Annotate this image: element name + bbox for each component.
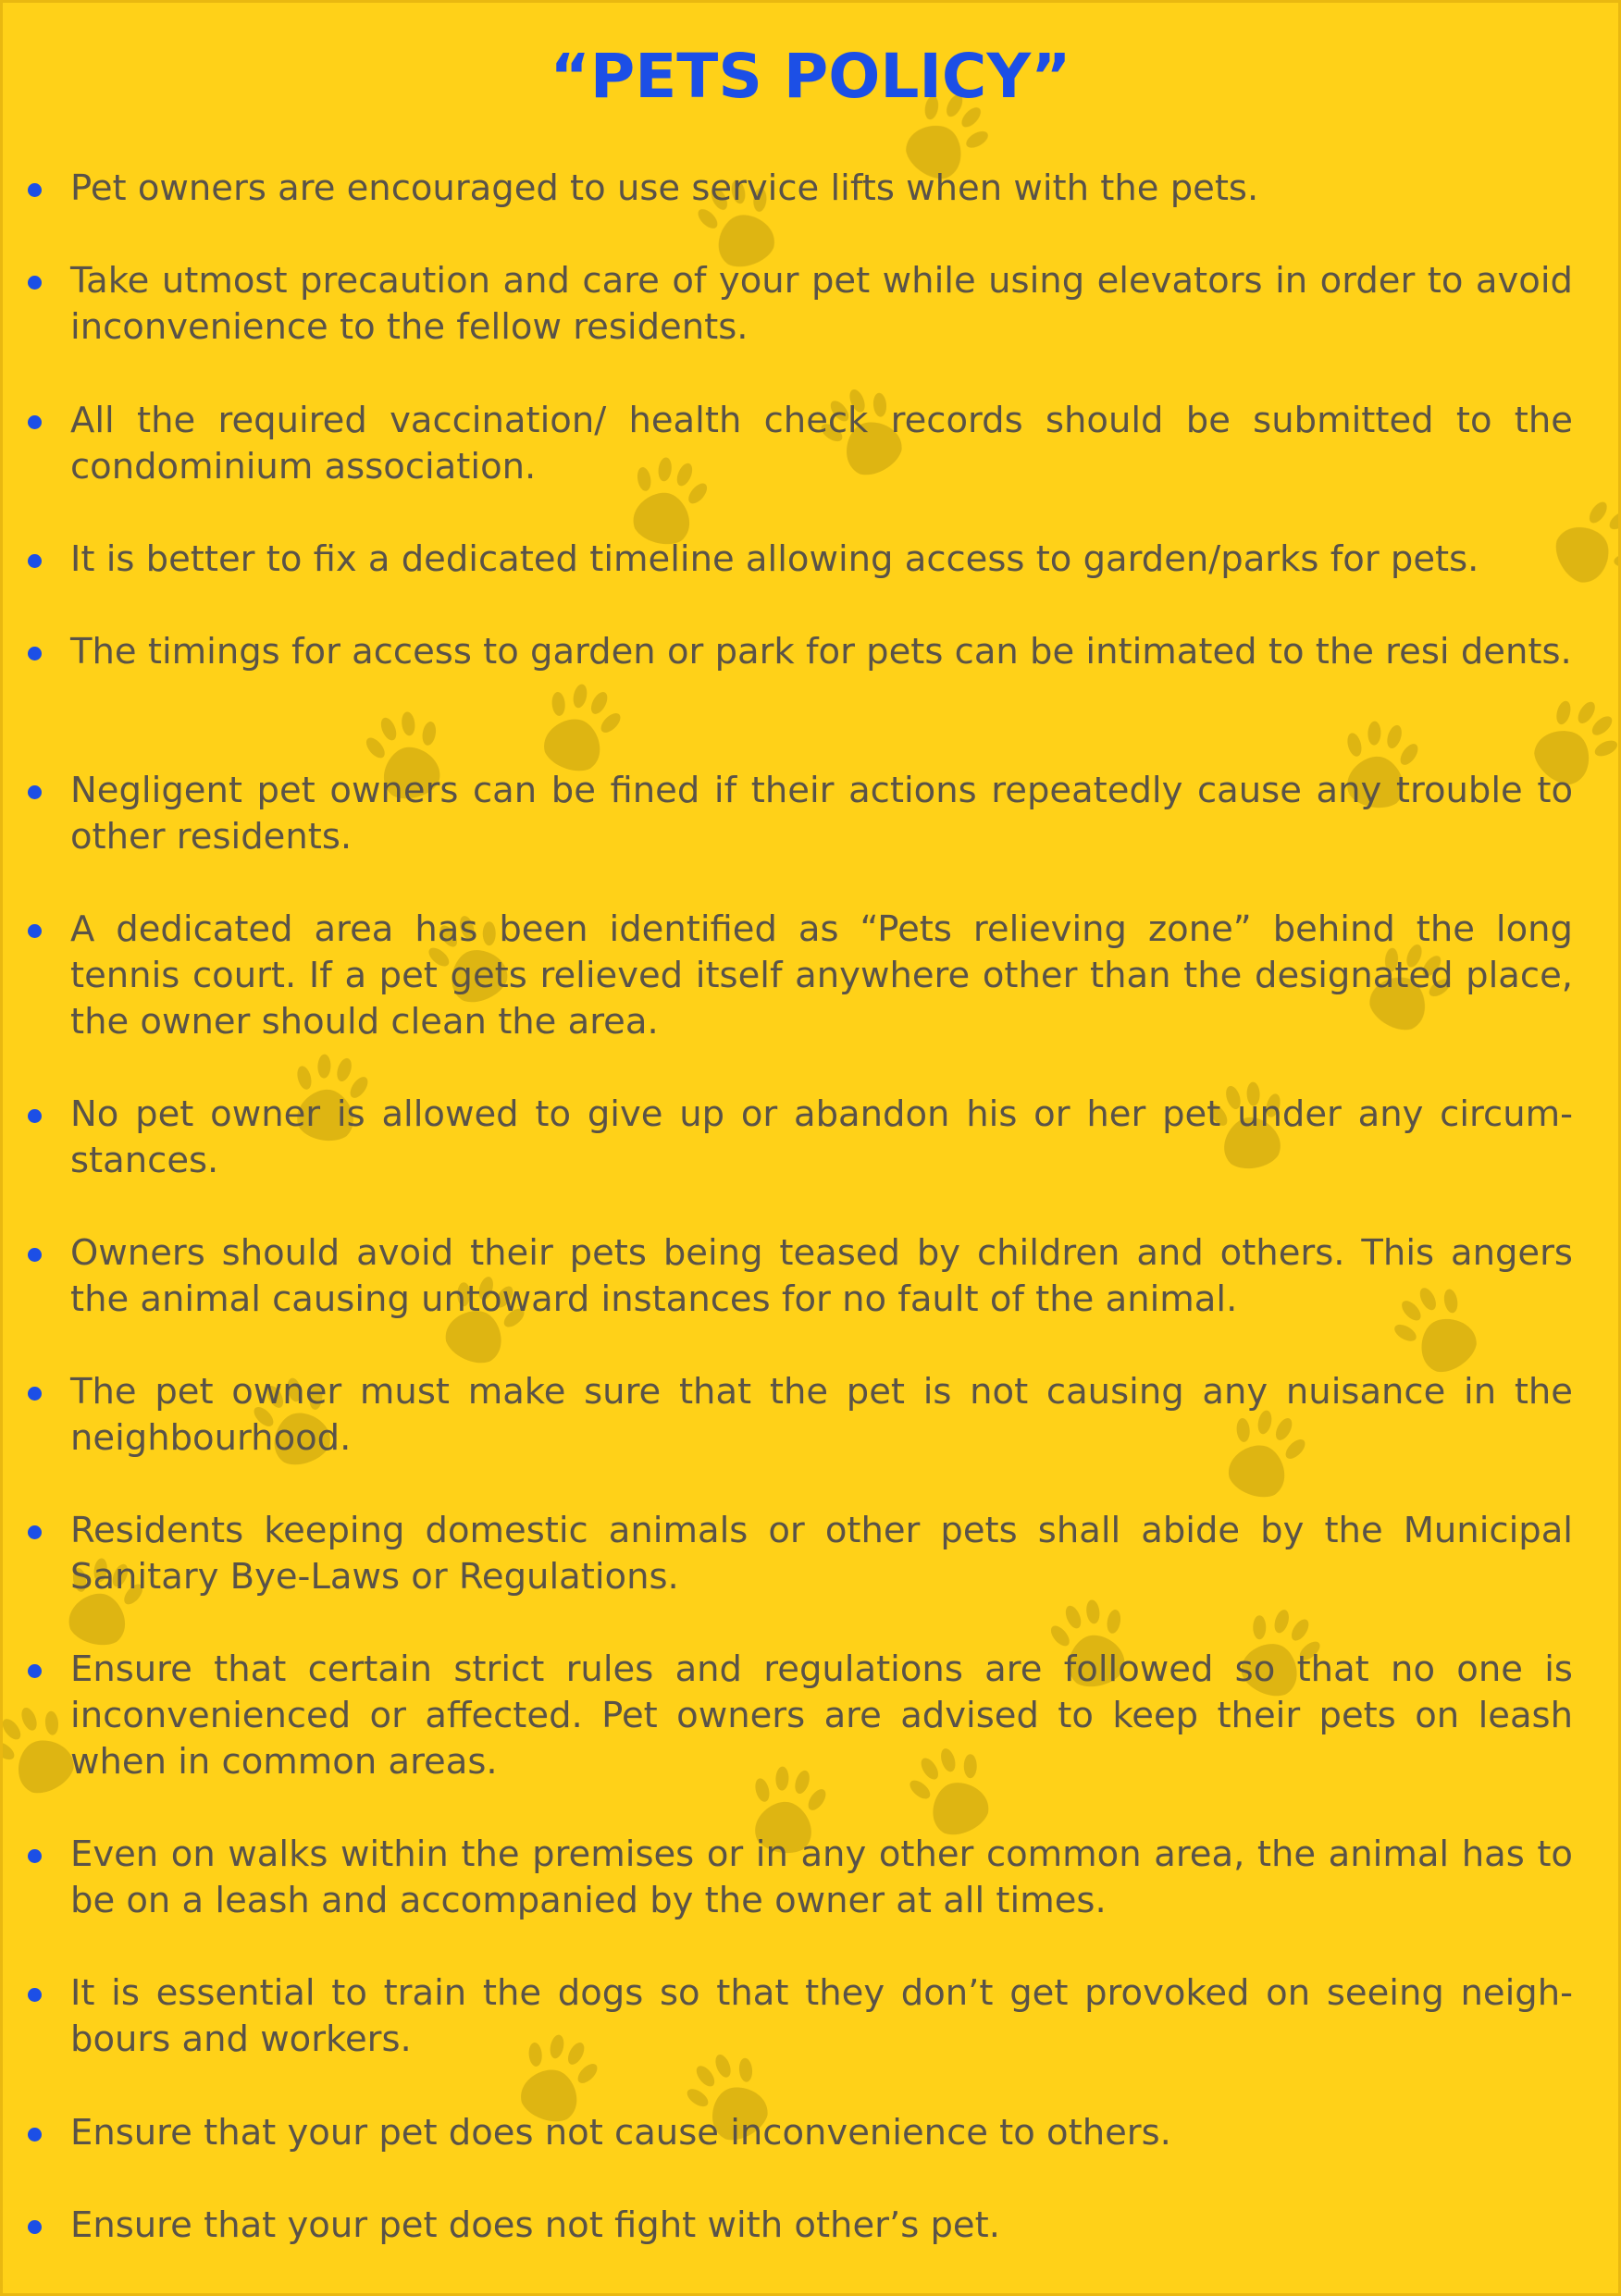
policy-text: Ensure that your pet does not fight with other’s pet. (70, 2204, 1000, 2246)
policy-text: Owners should avoid their pets being teased by children and others. This angers the animal causing untoward instances for no fault of the animal. (70, 1232, 1573, 1320)
policy-item (70, 1230, 1573, 1323)
bullet-icon (28, 1109, 42, 1123)
policy-text: Even on walks within the premises or in any other common area, the animal has to be on a leash and accompanied by the owner at all times. (70, 1833, 1573, 1921)
policy-text: It is better to fix a dedicated timeline allowing access to garden/parks for pets. (70, 538, 1479, 580)
policy-text: The pet owner must make sure that the pet is not causing any nuisance in the neighbourhood. (70, 1371, 1573, 1459)
page-title: “PETS POLICY” (550, 41, 1071, 112)
policy-item (70, 1092, 1573, 1184)
policy-item (70, 1832, 1573, 1924)
bullet-icon (28, 1525, 42, 1539)
bullet-icon (28, 415, 42, 429)
policy-text: The timings for access to garden or park for pets can be intimated to the resi dents. (70, 631, 1572, 673)
policy-text: Take utmost precaution and care of your pet while using elevators in order to avoid inconvenience to the fellow residents. (70, 260, 1573, 348)
policy-text: Pet owners are encouraged to use service lifts when with the pets. (70, 167, 1259, 209)
bullet-icon (28, 2220, 42, 2234)
policy-text: It is essential to train the dogs so that they don’t get provoked on seeing neigh- bours and workers. (70, 1972, 1573, 2060)
bullet-icon (28, 554, 42, 568)
bullet-icon (28, 647, 42, 660)
policy-text: Residents keeping domestic animals or other pets shall abide by the Municipal Sanitary Bye-Laws or Regulations. (70, 1510, 1573, 1598)
policy-item (70, 907, 1573, 1045)
policy-item (70, 1970, 1573, 2063)
policy-item (70, 166, 1573, 212)
policy-text: Ensure that certain strict rules and regulations are followed so that no one is inconvenienced or affected. Pet owners are advised to keep their pets on leash when in common areas. (70, 1648, 1573, 1783)
policy-item (70, 1647, 1573, 1785)
policy-text: No pet owner is allowed to give up or abandon his or her pet under any circum- stances. (70, 1093, 1573, 1181)
policy-item (70, 1369, 1573, 1462)
bullet-icon (28, 1248, 42, 1262)
policy-item (70, 398, 1573, 490)
bullet-icon (28, 1988, 42, 2002)
bullet-icon (28, 1664, 42, 1678)
policy-text: Negligent pet owners can be fined if their actions repeatedly cause any trouble to other residents. (70, 770, 1573, 858)
bullet-icon (28, 276, 42, 290)
bullet-icon (28, 1849, 42, 1863)
policy-text: All the required vaccination/ health check records should be submitted to the condominium association. (70, 400, 1573, 488)
policy-item (70, 1508, 1573, 1600)
policy-item (70, 629, 1573, 675)
policy-item (70, 2203, 1573, 2249)
bullet-icon (28, 183, 42, 197)
bullet-icon (28, 1387, 42, 1401)
bullet-icon (28, 924, 42, 938)
bullet-icon (28, 785, 42, 799)
policy-item (70, 258, 1573, 351)
policy-item (70, 2110, 1573, 2156)
policy-item (70, 537, 1573, 583)
policy-item (70, 768, 1573, 860)
policy-text: A dedicated area has been identified as “Pets relieving zone” behind the long tennis court. If a pet gets relieved itself anywhere other than the designated place, the owner should clean the area. (70, 908, 1573, 1043)
policy-text: Ensure that your pet does not cause inconvenience to others. (70, 2112, 1171, 2154)
bullet-icon (28, 2128, 42, 2142)
